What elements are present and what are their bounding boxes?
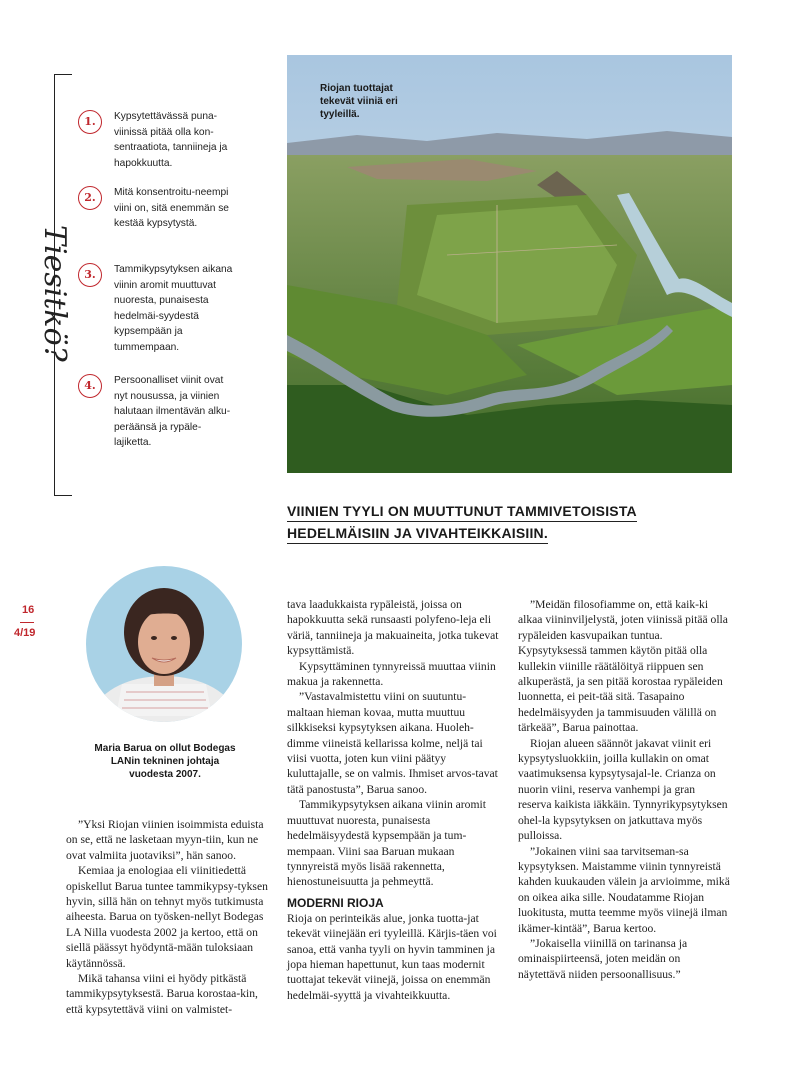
portrait-photo [86,566,242,722]
portrait-caption: Maria Barua on ollut Bodegas LANin tekninen johtaja vuodesta 2007. [94,743,236,780]
sidebar-tick-bottom [54,495,72,496]
headline [287,500,707,544]
photo-caption: Riojan tuottajat tekevät viiniä eri tyyleillä. [320,83,398,120]
paragraph: Kemiaa ja enologiaa eli viinitiedettä opiskellut Barua tuntee tammikypsy-tyksen hyvin, sillä hän on tehnyt myös tutkimusta aiheesta. Barua on työsken-nellyt Bodegas LA Nilla vuodesta 2002 ja kertoo, että on siellä päässyt hyödyntä-mään tuloksiaan käytännössä. [66,864,268,970]
fact-text-4: Persoonalliset viinit ovat nyt nousussa, ja viinien halutaan ilmentävän alku-peräänsä ja rypäle-lajiketta. [114,375,231,449]
fact-text-1: Kypsytettävässä puna-viinissä pitää olla kon-sentraatiota, tanniineja ja hapokkuutta. [114,111,228,169]
headline-line-2: HEDELMÄISIIN JA VIVAHTEIKKAISIIN. [287,525,548,544]
issue-number: 4/19 [14,627,36,639]
fact-number-3-icon: 3. [78,263,102,287]
paragraph: Rioja on perinteikäs alue, jonka tuotta-jat tekevät viinejään eri tyyleillä. Kärjis-täen voi sanoa, että vanha tyyli on hyvin tamminen ja jopa hieman hapettunut, kun taas modernit tuottajat tekevät viinejä, joissa on enemmän hedelmäi-syyttä ja vivahteikkuutta. [287,911,497,1002]
paragraph: Kypsyttäminen tynnyreissä muuttaa viinin makua ja rakennetta. [287,659,496,689]
paragraph: ”Vastavalmistettu viini on suutuntu-maltaan hieman kovaa, mutta muuttuu silkkiseksi kypsytyksen aikana. Huoleh-dimme viineistä kellarissa kolme, neljä tai viisi vuotta, joten kun viini päätyy kuluttajalle, se on valmis. Ihmiset arvos-tavat tätä panostusta”, Barua sanoo. [287,690,498,796]
fact-text-3: Tammikypsytyksen aikana viinin aromit muuttuvat nuoresta, punaisesta hedelmäi-syydestä kypsempään ja tummempaan. [114,264,233,353]
page-number-rule [20,622,34,623]
fact-number-4-icon: 4. [78,374,102,398]
subheading: MODERNI RIOJA [287,895,384,910]
paragraph: tava laadukkaista rypäleistä, joissa on hapokkuutta sekä runsaasti polyfeno-leja eli väriä, tanniineja ja makuaineita, jotka tukevat kypsyttämistä. [287,598,499,658]
article-column-3 [518,597,730,982]
paragraph: Riojan alueen säännöt jakavat viinit eri kypsytysluokkiin, joilla kullakin on omat vaatimuksensa kypsytysajal-le. Crianza on nuorin viini, reserva vanhempi ja gran reserva kaikista iäkkäin. Tynnyrikypsytyksen ohel-la kypsytyksen on jatkuttava myös pulloissa. [518,736,728,843]
paragraph: Tammikypsytyksen aikana viinin aromit muuttuvat nuoresta, punaisesta hedelmäisyydestä kypsempään ja tum-mempaan. Viini saa Baruan mukaan tynnyreistä myös lisää rakennetta, hienostuneisuutta ja pehmeyttä. [287,798,486,889]
paragraph: ”Yksi Riojan viinien isoimmista eduista on se, että ne lasketaan myyn-tiin, kun ne ovat valmiita juotaviksi”, hän sanoo. [66,818,264,862]
paragraph: ”Jokaisella viinillä on tarinansa ja ominaispiirteensä, joten meidän on näytettävä niiden persoonallisuus.” [518,936,688,981]
sidebar-title: Tiesitkö? [37,225,72,362]
article-column-1 [66,817,270,1017]
paragraph: ”Meidän filosofiamme on, että kaik-ki alkaa viininviljelystä, joten viinissä pitää olla rypäleiden kasvupaikan tuntua. Kypsytyksessä tammen käytön pitää olla kullekin viinille räätälöityä riippuen sen alkuperästä, ja sen pitää korostaa rypäleiden luonnetta, ei peit-tää sitä. Tasapaino hedelmäisyyden ja tammisuuden välillä on tärkeää”, Barua painottaa. [518,598,728,735]
fact-number-1-icon: 1. [78,110,102,134]
paragraph: ”Jokainen viini saa tarvitseman-sa kypsytyksen. Maistamme viinin tynnyreistä kahden kuukauden välein ja arvioimme, mikä on oikea aika sille. Noudatamme Riojan luokitusta, mutta teemme myös viinejä ilman ikämer-kintää”, Barua kertoo. [518,844,730,935]
headline-line-1: VIINIEN TYYLI ON MUUTTUNUT TAMMIVETOISISTA [287,503,637,522]
paragraph: Mikä tahansa viini ei hyödy pitkästä tammikypsytyksestä. Barua korostaa-kin, että kypsytettävä viini on valmistet- [66,972,258,1016]
fact-number-2-icon: 2. [78,186,102,210]
fact-text-2: Mitä konsentroitu-neempi viini on, sitä enemmän se kestää kypsytystä. [114,187,229,230]
page-number: 16 [22,604,35,616]
sidebar-tick-top [54,74,72,75]
article-column-2 [287,597,499,1003]
